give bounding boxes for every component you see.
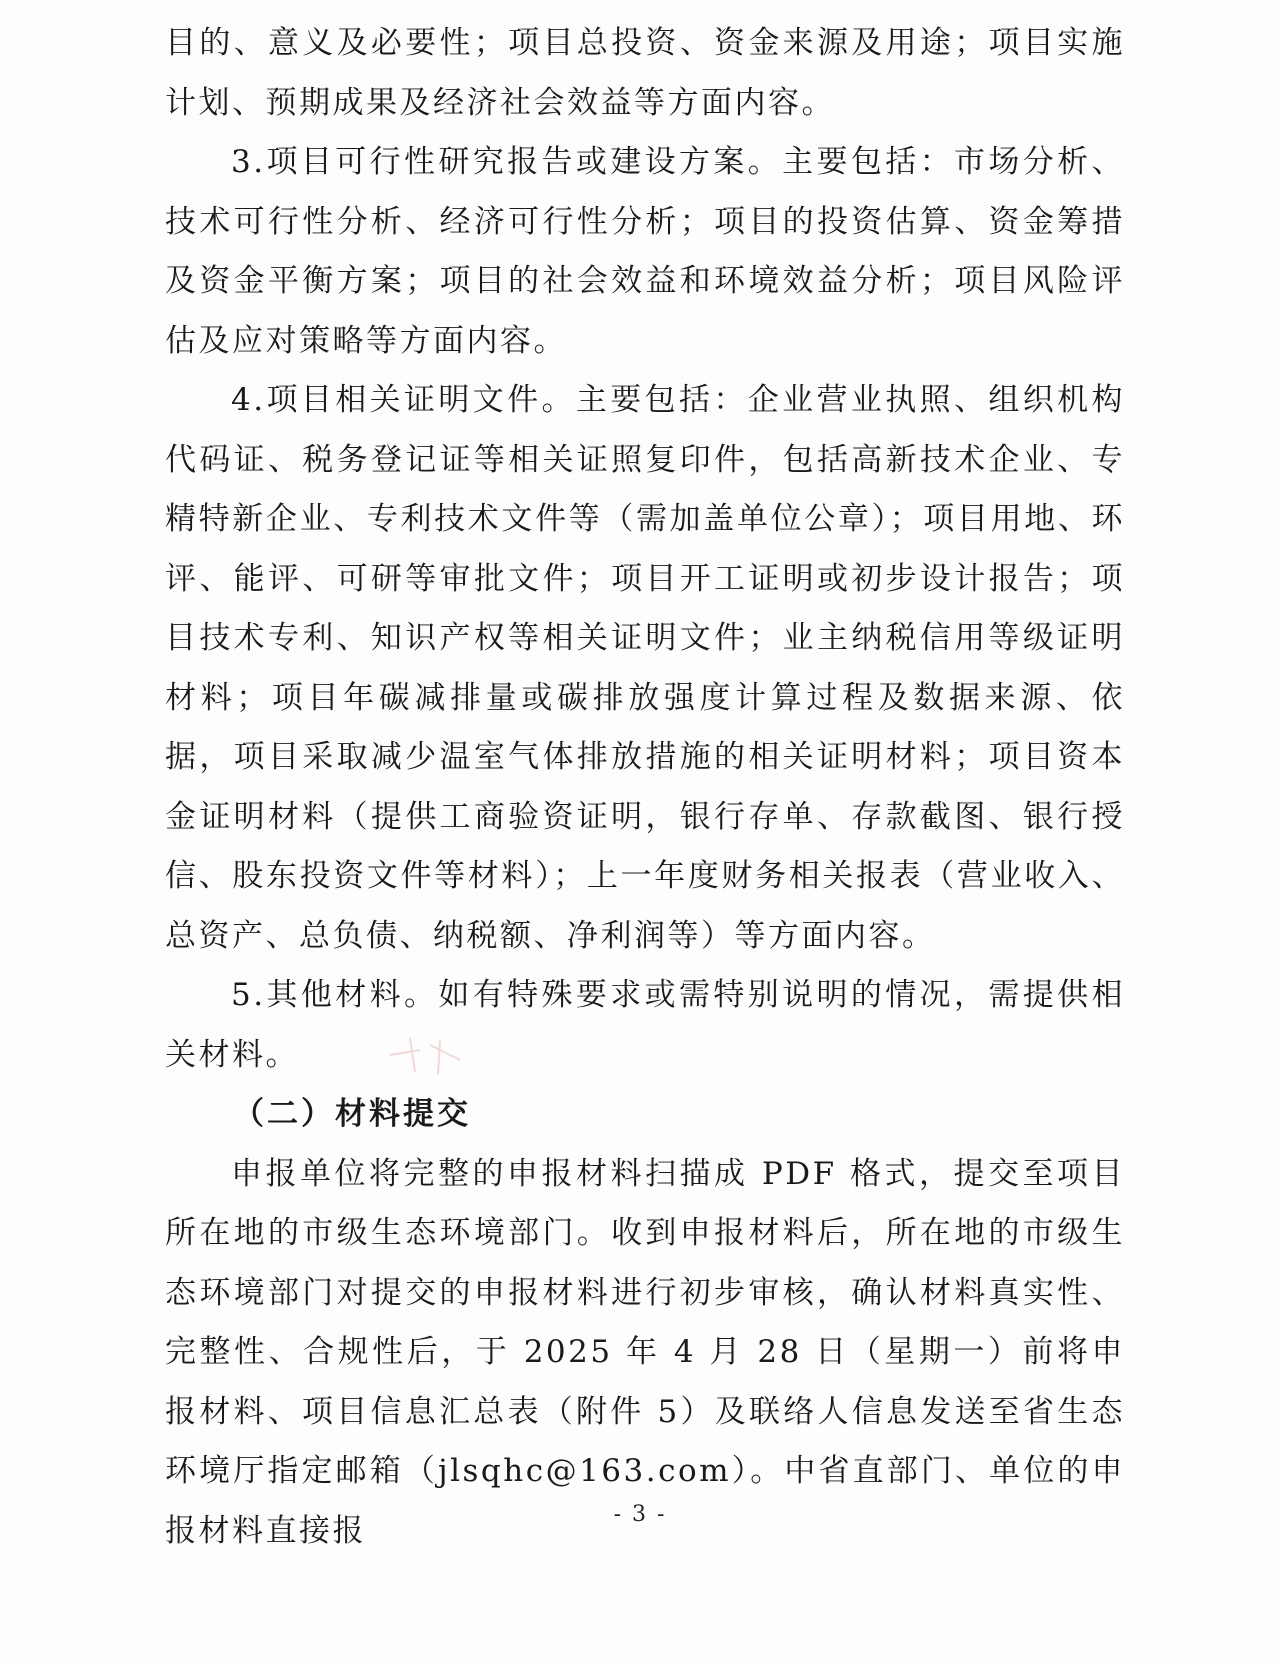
faint-stamp-mark <box>380 1030 470 1080</box>
paragraph-continuation: 目的、意义及必要性；项目总投资、资金来源及用途；项目实施计划、预期成果及经济社会效益等方面内容。 <box>165 25 1125 121</box>
page-number: - 3 - <box>613 1502 667 1527</box>
paragraph-submission: 申报单位将完整的申报材料扫描成 PDF 格式，提交至项目所在地的市级生态环境部门。收到申报材料后，所在地的市级生态环境部门对提交的申报材料进行初步审核，确认材料真实性、完整性、合规性后，于 2025 年 4 月 28 日（星期一）前将申报材料、项目信息汇总表（附件 5）及联络人信息发送至省生态环境厅指定邮箱（jlsqhc@163.com）。中省直部门、单位的申报材料直接报 <box>165 1155 1125 1549</box>
paragraph-item-4: 4.项目相关证明文件。主要包括：企业营业执照、组织机构代码证、税务登记证等相关证照复印件，包括高新技术企业、专精特新企业、专利技术文件等（需加盖单位公章）；项目用地、环评、能评、可研等审批文件；项目开工证明或初步设计报告；项目技术专利、知识产权等相关证明文件；业主纳税信用等级证明材料；项目年碳减排量或碳排放强度计算过程及数据来源、依据，项目采取减少温室气体排放措施的相关证明材料；项目资本金证明材料（提供工商验资证明，银行存单、存款截图、银行授信、股东投资文件等材料）；上一年度财务相关报表（营业收入、总资产、总负债、纳税额、净利润等）等方面内容。 <box>165 382 1125 954</box>
body-text <box>165 14 1125 1561</box>
paragraph-item-3: 3.项目可行性研究报告或建设方案。主要包括：市场分析、技术可行性分析、经济可行性分析；项目的投资估算、资金筹措及资金平衡方案；项目的社会效益和环境效益分析；项目风险评估及应对策略等方面内容。 <box>165 144 1125 359</box>
section-heading: （二）材料提交 <box>233 1096 471 1132</box>
paragraph-item-5: 5.其他材料。如有特殊要求或需特别说明的情况，需提供相关材料。 <box>165 977 1125 1073</box>
